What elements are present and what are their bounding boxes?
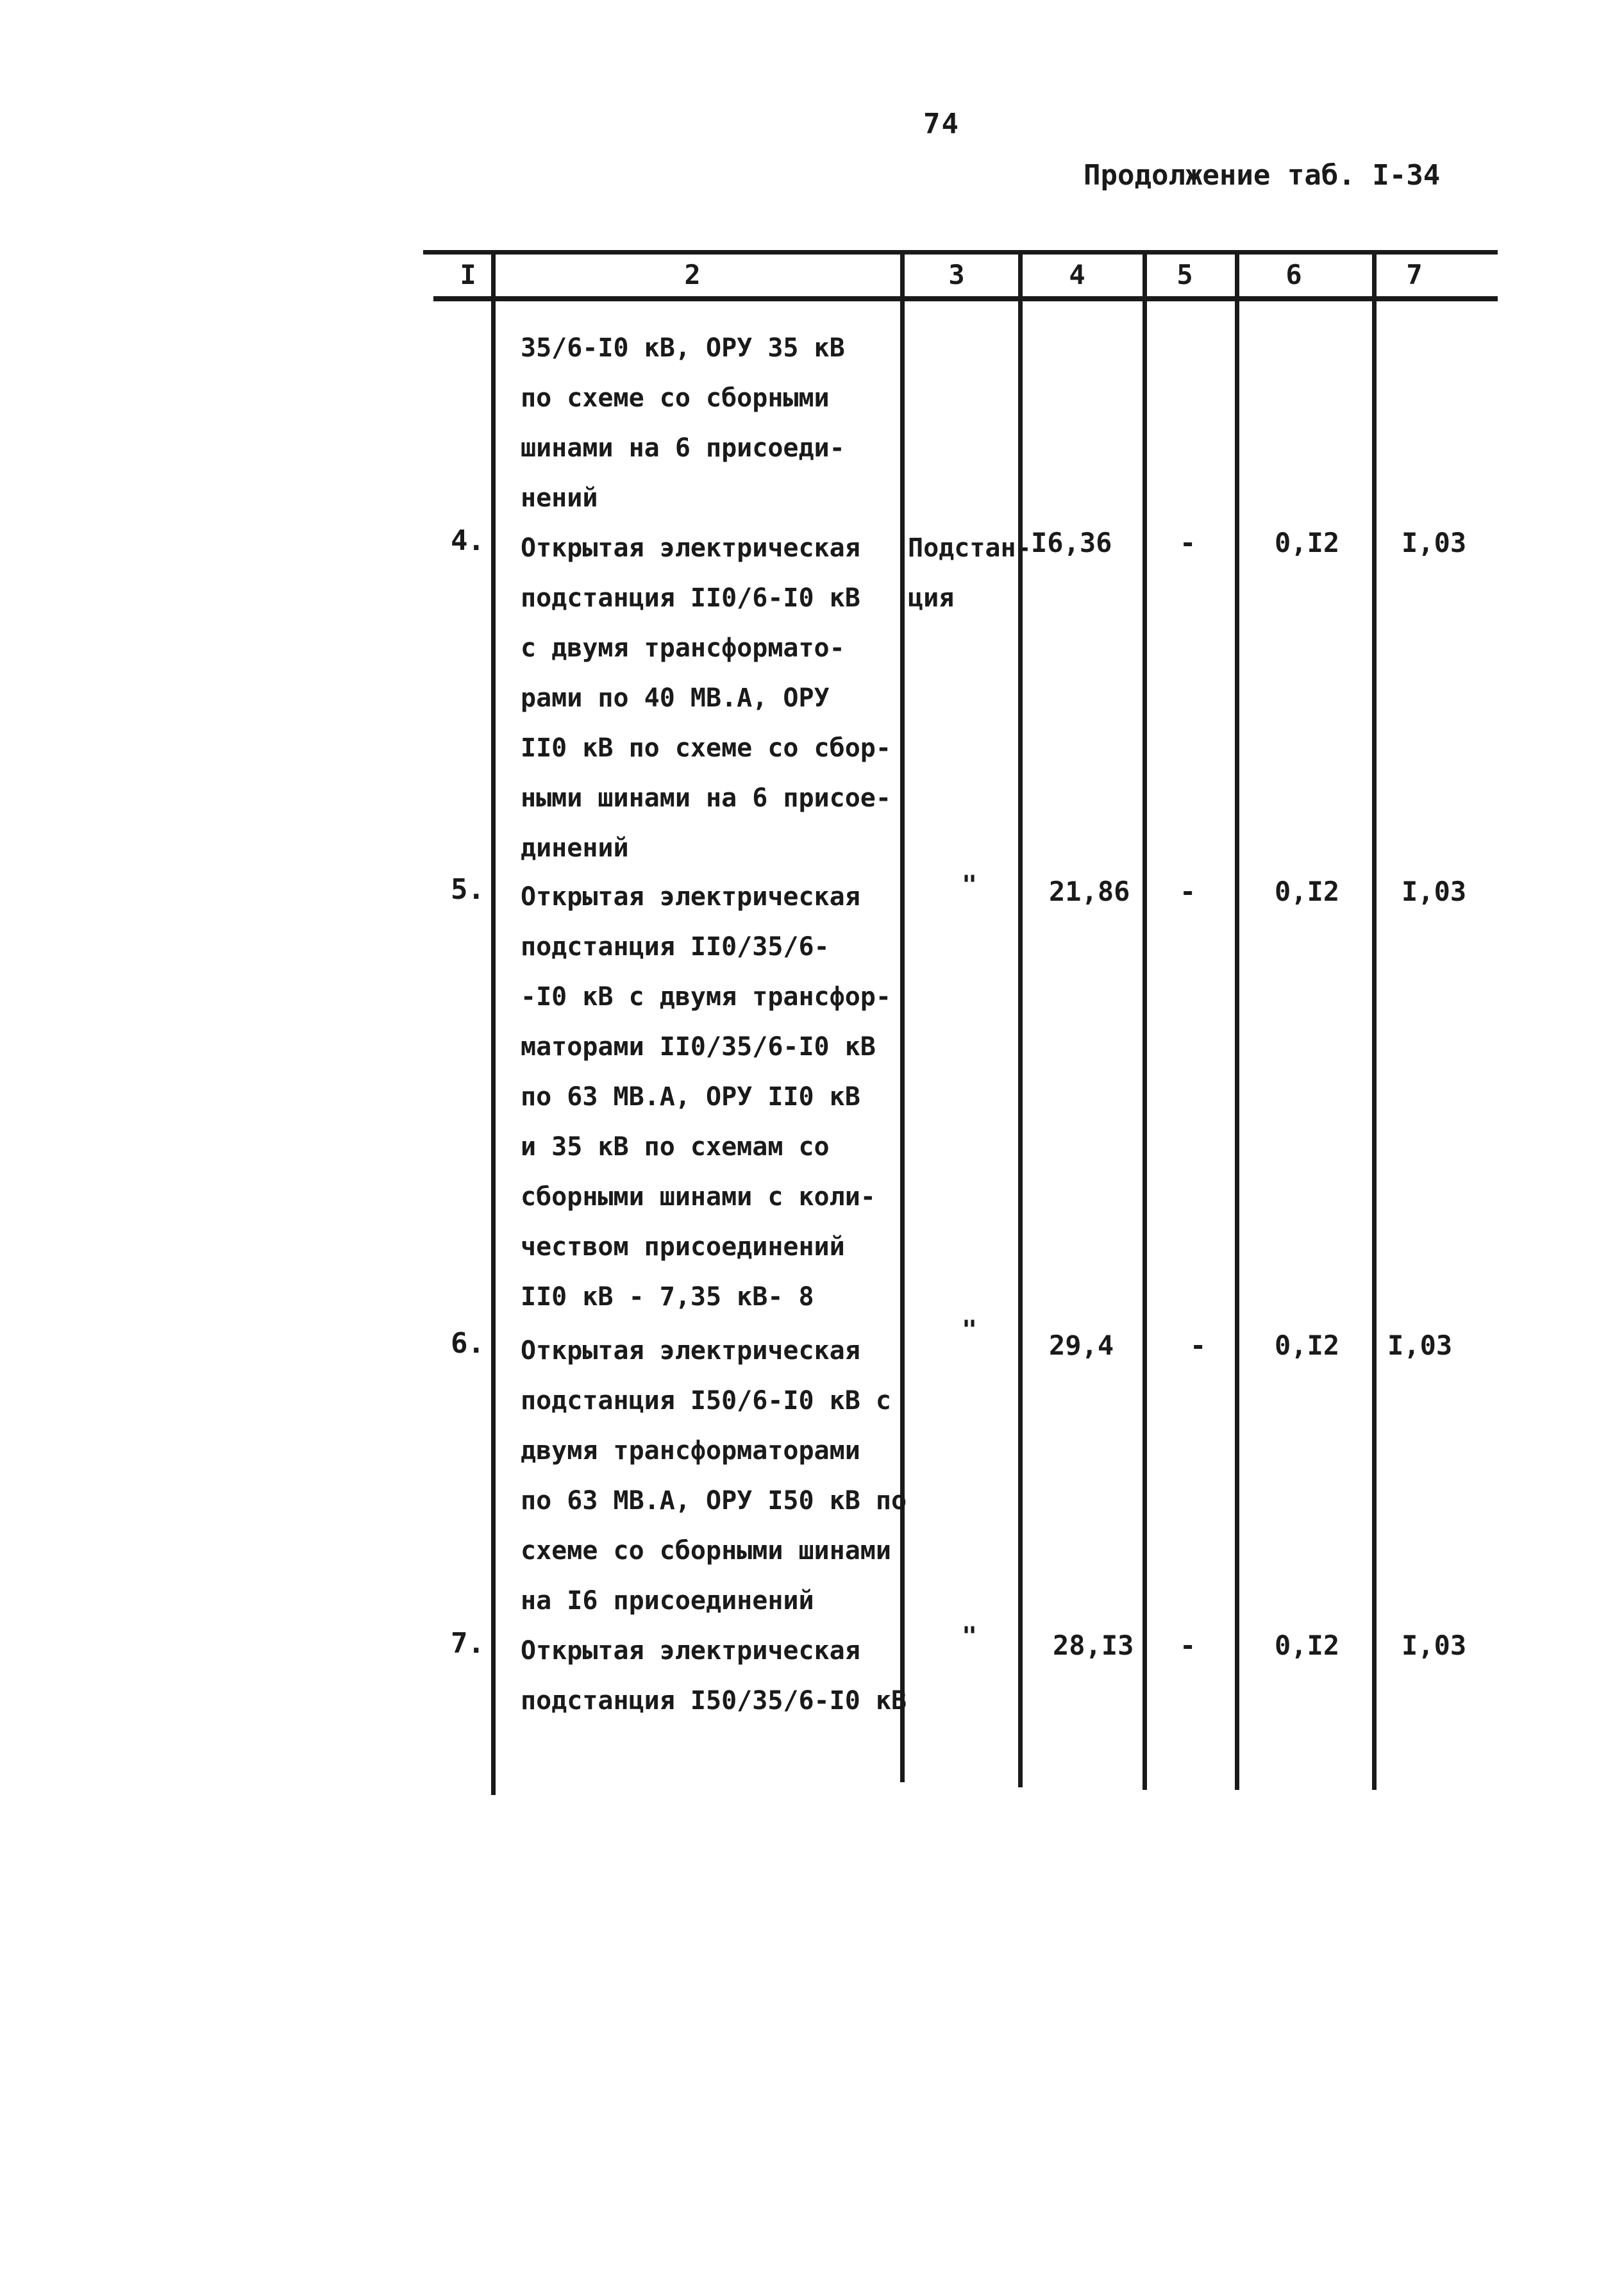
row-category: " xyxy=(962,1316,978,1345)
row-value-4: I6,36 xyxy=(1031,527,1112,558)
row-description: Открытая электрическая подстанция II0/35/6- -I0 кВ с двумя трансфор- маторами II0/35/6-I0 кВ по 63 МВ.А, ОРУ II0 кВ и 35 кВ по схемам со сборными шинами с коли- чеством присоединений II0 кВ - 7,35 кВ- 8 xyxy=(521,882,891,1312)
table-top-rule xyxy=(423,250,1498,255)
column-divider xyxy=(1143,254,1147,1790)
column-divider xyxy=(1235,254,1239,1790)
column-divider xyxy=(491,254,496,1795)
row-category: " xyxy=(962,1622,978,1651)
row-value-5: - xyxy=(1180,1630,1196,1661)
row-category: " xyxy=(962,871,978,900)
header-col-4: 4 xyxy=(1069,259,1085,290)
table-caption: Продолжение таб. I-34 xyxy=(1084,159,1441,192)
row-value-6: 0,I2 xyxy=(1275,876,1340,907)
header-col-3: 3 xyxy=(948,259,965,290)
row-value-6: 0,I2 xyxy=(1275,1630,1340,1661)
row-value-7: I,03 xyxy=(1387,1330,1453,1361)
row-value-5: - xyxy=(1180,527,1196,558)
header-col-6: 6 xyxy=(1285,259,1302,290)
header-col-2: 2 xyxy=(684,259,701,290)
row-number: 7. xyxy=(451,1627,485,1660)
row-value-4: 28,I3 xyxy=(1053,1630,1134,1661)
column-divider xyxy=(1018,254,1023,1787)
row-category: Подстан- ция xyxy=(908,533,1032,613)
row-value-4: 21,86 xyxy=(1049,876,1130,907)
page-number: 74 xyxy=(923,108,960,140)
table-header-rule xyxy=(433,296,1498,301)
header-col-7: 7 xyxy=(1406,259,1423,290)
column-divider xyxy=(1372,254,1377,1790)
row-value-5: - xyxy=(1180,876,1196,907)
header-col-5: 5 xyxy=(1176,259,1193,290)
row-number: 5. xyxy=(451,873,485,906)
row-value-4: 29,4 xyxy=(1049,1330,1114,1361)
row-value-7: I,03 xyxy=(1402,1630,1467,1661)
row-number: 4. xyxy=(451,524,485,557)
row-description: Открытая электрическая подстанция II0/6-I0 кВ с двумя трансформато- рами по 40 МВ.А, ОРУ II0 кВ по схеме со сбор- ными шинами на 6 присое- динений xyxy=(521,533,891,863)
row-value-6: 0,I2 xyxy=(1275,527,1340,558)
row-description: Открытая электрическая подстанция I50/35/6-I0 кВ xyxy=(521,1636,907,1716)
header-col-1: I xyxy=(460,259,476,290)
row-value-7: I,03 xyxy=(1402,527,1467,558)
continued-description: 35/6-I0 кВ, ОРУ 35 кВ по схеме со сборными шинами на 6 присоеди- нений xyxy=(521,333,845,513)
row-description: Открытая электрическая подстанция I50/6-I0 кВ с двумя трансформаторами по 63 МВ.А, ОРУ I50 кВ по схеме со сборными шинами на I6 присоединений xyxy=(521,1336,907,1616)
row-value-7: I,03 xyxy=(1402,876,1467,907)
row-value-5: - xyxy=(1190,1330,1207,1361)
row-number: 6. xyxy=(451,1327,485,1360)
row-value-6: 0,I2 xyxy=(1275,1330,1340,1361)
